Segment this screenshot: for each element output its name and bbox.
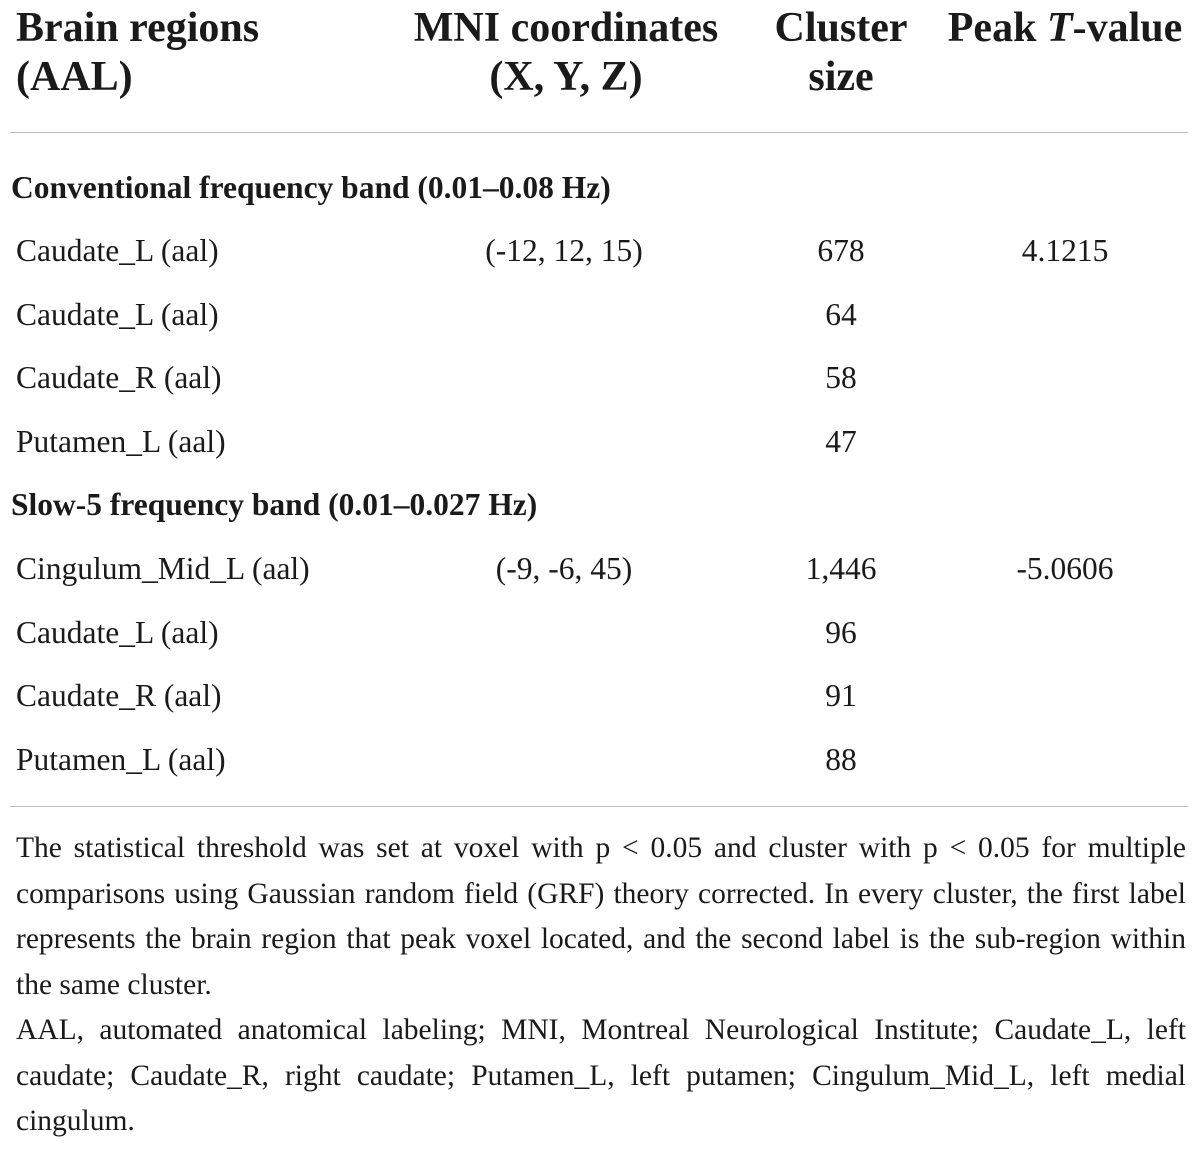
header-divider [10,132,1188,133]
footer-divider [10,806,1188,807]
table-row [0,356,1200,400]
table-row [0,674,1200,718]
table-row [0,229,1200,273]
table-row [0,547,1200,591]
section-title-slow5: Slow-5 frequency band (0.01–0.027 Hz) [11,487,538,522]
section-title-conventional: Conventional frequency band (0.01–0.08 Hz) [11,170,611,205]
brain-region-cell: Caudate_R (aal) [16,360,222,395]
mni-cell: (-9, -6, 45) [495,551,633,586]
header-cluster-size: Cluster size [774,5,908,100]
header-mni-coordinates: MNI coordinates (X, Y, Z) [413,5,719,100]
brain-region-cell: Caudate_R (aal) [16,678,222,713]
header-brain-regions: Brain regions (AAL) [16,5,260,100]
header-peak-t-value: Peak T-value [947,5,1183,51]
brain-region-cell: Putamen_L (aal) [16,424,226,459]
peak-t-cell: -5.0606 [1016,551,1114,586]
cluster-size-cell: 1,446 [805,551,877,586]
cluster-size-cell: 91 [825,678,857,713]
cluster-size-cell: 58 [825,360,857,395]
brain-region-cell: Caudate_L (aal) [16,615,219,650]
threshold-note: The statistical threshold was set at voxel with p < 0.05 and cluster with p < 0.05 for multiple comparisons using Gaussian random field (GRF) theory corrected. In every cluster, the first label represents the brain region that peak voxel located, and the second label is the sub-region within the same cluster. [16,832,1186,1001]
table-row [0,293,1200,337]
cluster-size-cell: 678 [817,233,865,268]
brain-region-cell: Cingulum_Mid_L (aal) [16,551,310,586]
table-row [0,611,1200,655]
table-footnote [16,826,1186,1145]
brain-region-cell: Caudate_L (aal) [16,233,219,268]
brain-region-cell: Putamen_L (aal) [16,742,226,777]
table-row [0,420,1200,464]
cluster-size-cell: 96 [825,615,857,650]
mni-cell: (-12, 12, 15) [485,233,643,268]
table-header [0,4,1200,112]
peak-t-cell: 4.1215 [1021,233,1109,268]
brain-region-cell: Caudate_L (aal) [16,297,219,332]
abbreviations-note: AAL, automated anatomical labeling; MNI, Montreal Neurological Institute; Caudate_L, left caudate; Caudate_R, right caudate; Putamen_L, left putamen; Cingulum_Mid_L, left medial cingulum. [16,1014,1186,1137]
table-row [0,738,1200,782]
cluster-size-cell: 88 [825,742,857,777]
cluster-size-cell: 64 [825,297,857,332]
cluster-size-cell: 47 [825,424,857,459]
